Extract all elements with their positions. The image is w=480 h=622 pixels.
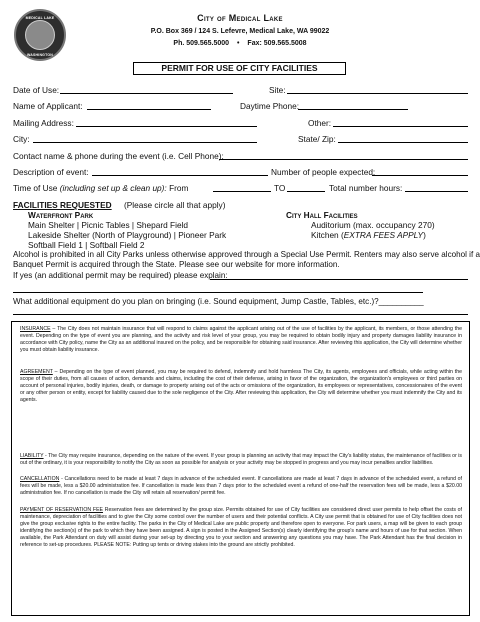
seal-text-bottom: WASHINGTON (26, 53, 54, 57)
applicant-name-field[interactable] (87, 109, 211, 110)
mailing-address-label: Mailing Address: (13, 118, 74, 128)
facilities-heading (13, 200, 112, 210)
auditorium-option[interactable]: Auditorium (max. occupancy 270) (311, 220, 435, 230)
city-hall-heading: City Hall Facilities (286, 210, 358, 220)
alcohol-notice-line: Alcohol is prohibited in all City Parks unless otherwise approved through a Special Use Permit. Renters may also serve alcohol if a (13, 250, 480, 259)
people-expected-field[interactable] (372, 175, 468, 176)
people-expected-label: Number of people expected: (271, 167, 376, 177)
seal-text-top: MEDICAL LAKE (25, 16, 55, 20)
payment-policy (20, 507, 462, 549)
description-label: Description of event: (13, 167, 89, 177)
total-hours-field[interactable] (405, 191, 468, 192)
daytime-phone-label: Daytime Phone: (240, 101, 300, 111)
cancellation-policy-text: - Cancellations need to be made at least 7 days in advance of the scheduled event. If cancellations are made at least 7 days in advance of the scheduled event, a refund of fees will be made, less a $20.00 administration fee. If cancellation is made less than 7 days prior to the scheduled event a refund of one-half the reservation fees will be made, less a $20.00 administration fee. If no cancellation is made the City will retain all reservation/ permit fee. (20, 476, 462, 496)
agreement-policy-label: AGREEMENT (20, 369, 53, 375)
policies-box (11, 321, 470, 616)
bullet-separator: • (237, 40, 240, 47)
from-time-field[interactable] (213, 191, 271, 192)
daytime-phone-field[interactable] (298, 109, 408, 110)
liability-policy (20, 453, 462, 467)
city-contact (0, 40, 480, 47)
state-zip-field[interactable] (338, 142, 468, 143)
description-field[interactable] (92, 175, 268, 176)
site-label: Site: (269, 85, 286, 95)
contact-field[interactable] (219, 159, 468, 160)
time-of-use-note: (including set up & clean up): (59, 183, 167, 193)
payment-policy-label: PAYMENT OF RESERVATION FEE (20, 507, 103, 513)
insurance-policy-label: INSURANCE (20, 326, 51, 332)
city-label: City: (13, 134, 30, 144)
state-zip-label: State/ Zip: (298, 134, 336, 144)
facilities-heading-text: FACILITIES REQUESTED (13, 200, 112, 210)
waterfront-option-line[interactable]: Main Shelter | Picnic Tables | Shepard Field (28, 220, 189, 230)
waterfront-option-line[interactable]: Softball Field 1 | Softball Field 2 (28, 240, 145, 250)
equipment-question-text: What additional equipment do you plan on bringing (i.e. Sound equipment, Jump Castle, Tables, etc.)? (13, 297, 379, 306)
cancellation-policy (20, 476, 462, 497)
agreement-policy-text: – Depending on the type of event planned, you may be required to defend, indemnify and hold harmless The City, its agents, employees and officials, while acting within the scope of their duties, from all causes of action, demands and claims, including the cost of their defense, arising in favor of the organization, the organization's employees or third parties on account of personal injuries, bodily injuries, death, or damage to property arising out of the acts or omissions of the organization, its employees or representatives, concessionaires of the event or any other person or entity, except for liability caused due to the sole negligence of the City. After reviewing this application, the City will determine whether you must indemnify the City and its agents. (20, 369, 462, 403)
contact-label: Contact name & phone during the event (i.e. Cell Phone): (13, 151, 224, 161)
to-time-field[interactable] (287, 191, 325, 192)
alcohol-explain-field-2[interactable] (13, 292, 423, 293)
agreement-policy (20, 369, 462, 404)
from-label: From (169, 183, 189, 193)
liability-policy-label: LIABILITY (20, 453, 44, 459)
city-field[interactable] (33, 142, 257, 143)
cancellation-policy-label: CANCELLATION (20, 476, 60, 482)
payment-policy-text: Reservation fees are determined by the group size. Permits obtained for use of City facilities are considered direct user permits to help offset the costs of maintenance, depreciation of facilities and to give the City some control over the number of users and their potential conflicts. A City use permit that is obtained for use of City facilities does not give the group exclusive rights to the entire facility. The parks in the City of Medical Lake are public property and therefore open to everyone. For park users, a map will be given to each group identifying the section(s) of the park to which they have been assigned. A sign is posted in the Assigned Section(s) clearly identifying the group's name and hours of use for that section. When available, the Park Attendant on duty will assist during your set-up by directing you to your section and answering any questions you may have. The Park Attendant has the final decision in reference to set-up procedures. PLEASE NOTE: Putting up tents or driving stakes into the ground are strictly prohibited. (20, 507, 462, 548)
equipment-blank[interactable]: __________ (378, 297, 424, 306)
other-label: Other: (308, 118, 332, 128)
kitchen-note: EXTRA FEES APPLY (343, 230, 424, 240)
waterfront-park-heading: Waterfront Park (28, 210, 94, 220)
time-of-use-text: Time of Use (13, 183, 58, 193)
date-of-use-label: Date of Use: (13, 85, 60, 95)
other-field[interactable] (333, 126, 468, 127)
alcohol-explain-field[interactable] (210, 279, 468, 280)
alcohol-explain-label: If yes (an additional permit may be required) please explain: (13, 271, 228, 280)
kitchen-option[interactable] (311, 230, 426, 240)
applicant-name-label: Name of Applicant: (13, 101, 83, 111)
kitchen-label: Kitchen ( (311, 230, 344, 240)
site-field[interactable] (287, 93, 468, 94)
total-hours-label: Total number hours: (329, 183, 403, 193)
time-of-use-label (13, 183, 188, 193)
form-title: PERMIT FOR USE OF CITY FACILITIES (133, 62, 346, 75)
liability-policy-text: - The City may require insurance, depending on the nature of the event. If your group is planning an activity that may impact the City's liability status, the maintenance of facilities or is out of the ordinary, it is your responsibility to notify the City as soon as possible for analysis or your activity may be stopped in progress and you may incur penalties and/or liabilities. (20, 453, 462, 466)
city-address: P.O. Box 369 / 124 S. Lefevre, Medical Lake, WA 99022 (150, 28, 330, 35)
mailing-address-field[interactable] (76, 126, 257, 127)
equipment-question (13, 297, 424, 307)
city-name: City of Medical Lake (197, 13, 283, 23)
city-fax: Fax: 509.565.5008 (247, 40, 307, 47)
waterfront-option-line[interactable]: Lakeside Shelter (North of Playground) | Pioneer Park (28, 230, 227, 240)
kitchen-label-end: ) (423, 230, 426, 240)
city-phone: Ph. 509.565.5000 (173, 40, 230, 47)
insurance-policy (20, 326, 462, 354)
alcohol-notice-line: Banquet Permit is acquired through the State. Please see our website for more information. (13, 260, 340, 269)
insurance-policy-text: – The City does not maintain insurance that will respond to claims against the applicant arising out of the use of facilities by the applicant, its members, or those attending the event. Depending on the type of event you are planning, and the activity and risk level of your group, you may be required to obtain bodily injury and property damages liability insurance in accordance with City policy, name the City as an additional insured on the policy, and be responsible for obtaining said insurance. After reviewing this application, the City will determine whether you must obtain liability insurance. (20, 326, 462, 353)
date-of-use-field[interactable] (60, 93, 233, 94)
facilities-instruction: (Please circle all that apply) (124, 200, 226, 210)
to-label: TO (274, 183, 286, 193)
equipment-field[interactable] (13, 314, 468, 315)
